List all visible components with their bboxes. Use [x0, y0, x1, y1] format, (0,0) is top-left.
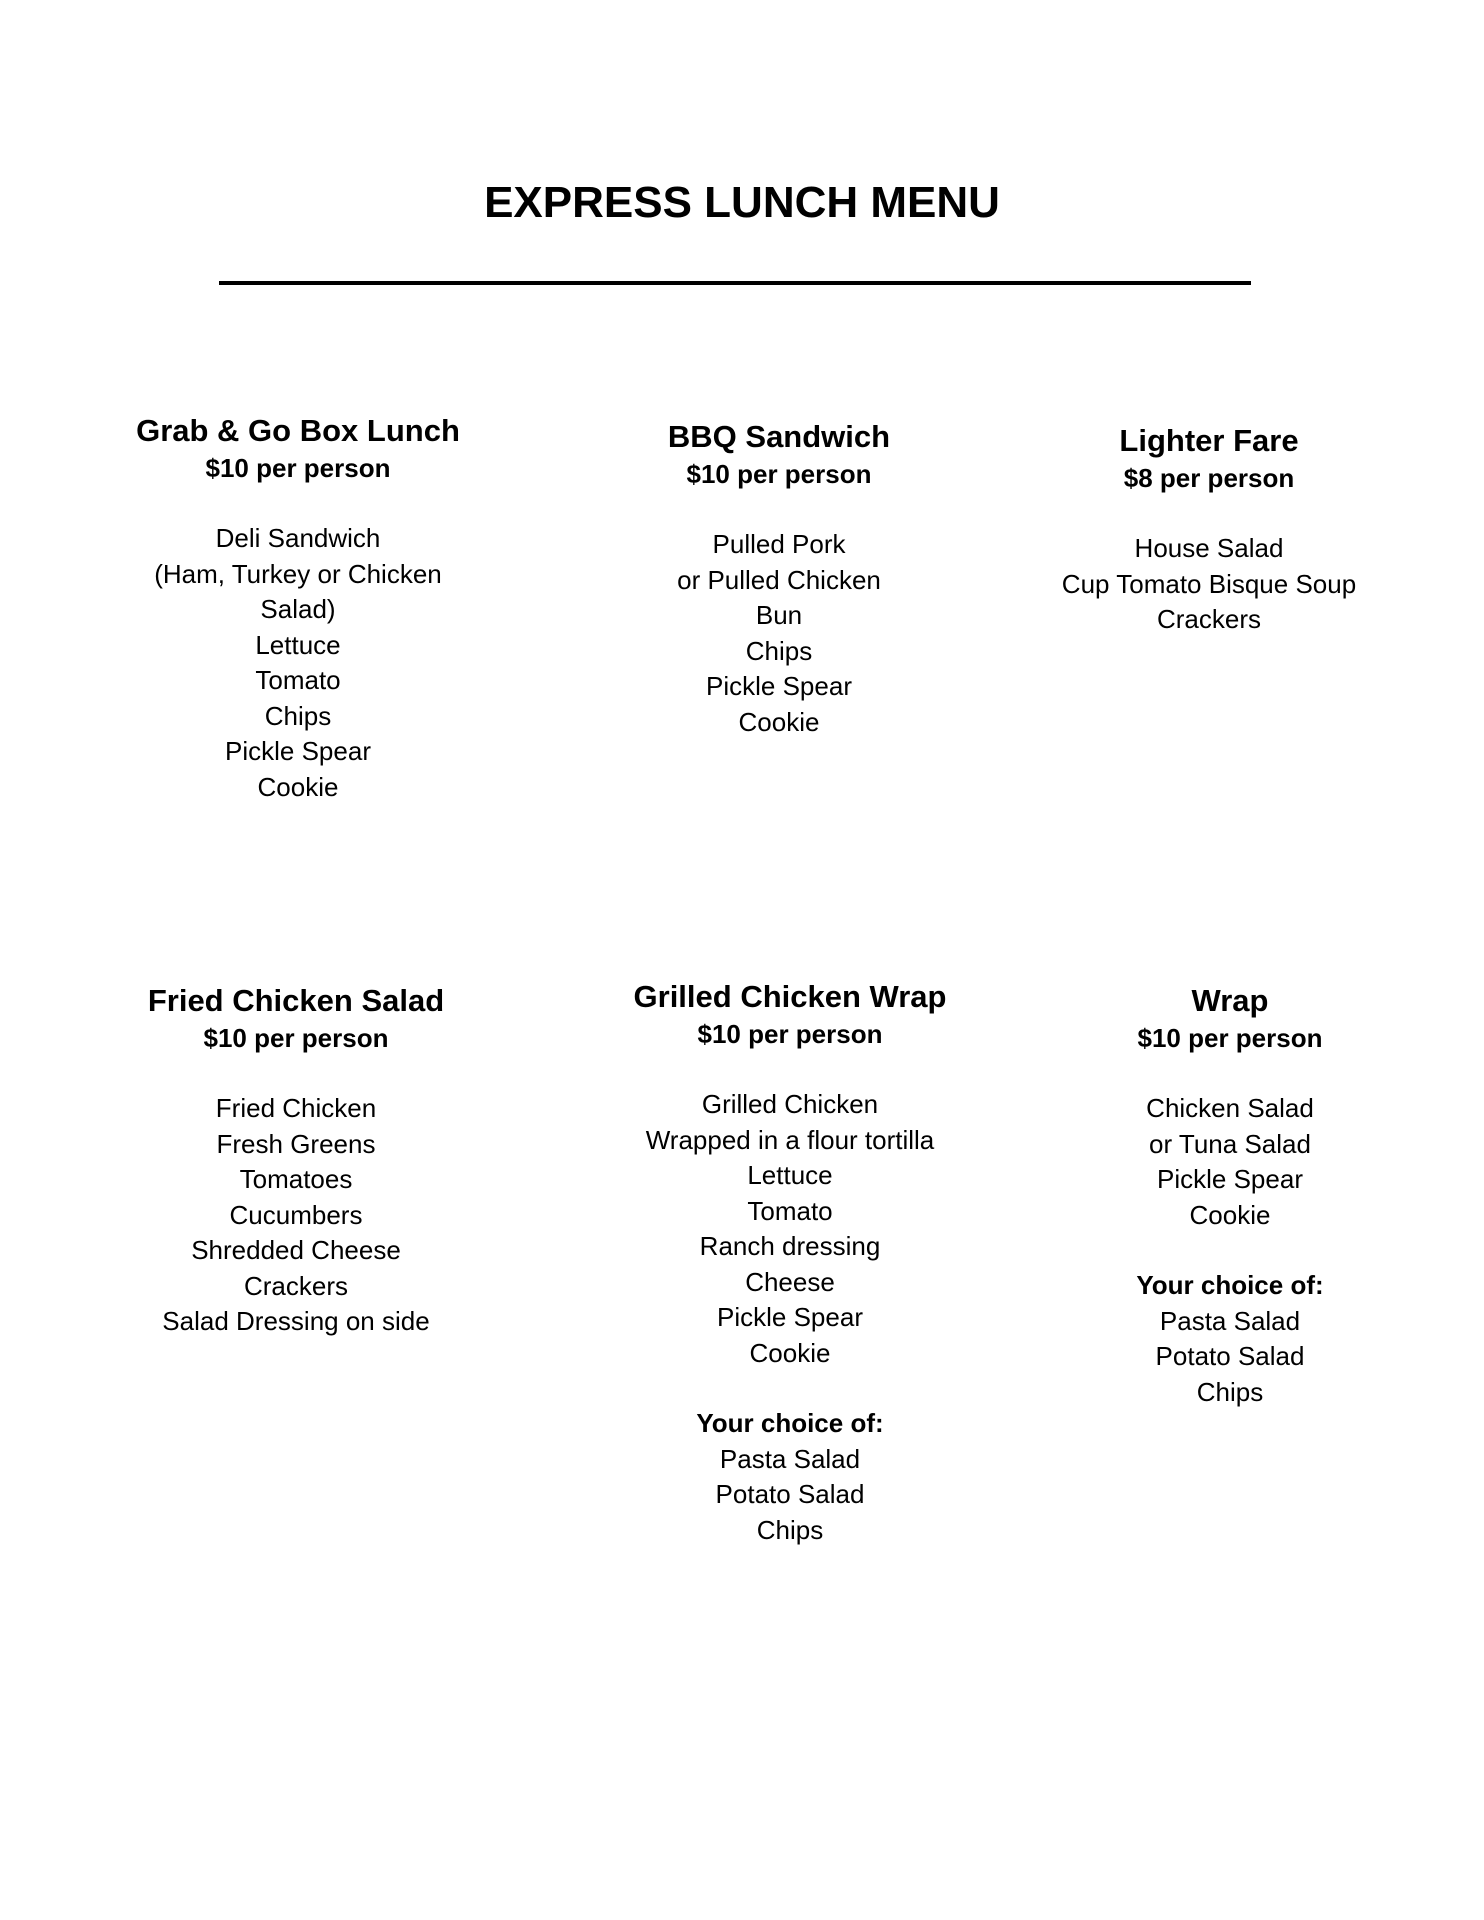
list-item: Cookie	[749, 1337, 831, 1368]
list-item: Tomatoes	[239, 1164, 353, 1194]
list-item: Cookie	[738, 706, 820, 737]
list-item: Chips	[745, 635, 813, 666]
list-item: Chips	[1196, 1376, 1264, 1407]
menu-card-grab-and-go	[88, 412, 508, 805]
card-item-list	[143, 521, 453, 805]
choice-heading: Your choice of:	[1136, 1270, 1324, 1300]
choice-list	[1020, 1304, 1440, 1411]
choice-list	[580, 1442, 1000, 1549]
list-item: Grilled Chicken	[701, 1089, 879, 1119]
card-name: Grab & Go Box Lunch	[136, 413, 460, 448]
list-item: Pickle Spear	[706, 671, 852, 701]
card-price: $10 per person	[697, 1019, 883, 1049]
list-item: Chicken Salad	[1146, 1093, 1314, 1123]
card-name: BBQ Sandwich	[667, 419, 891, 454]
menu-card-bbq-sandwich	[569, 418, 989, 740]
menu-card-fried-chicken-salad	[86, 982, 506, 1340]
list-item: Shredded Cheese	[191, 1235, 401, 1265]
list-item: Pasta Salad	[1159, 1305, 1301, 1336]
list-item: Pulled Pork	[712, 529, 846, 559]
list-item: Cookie	[1189, 1199, 1271, 1230]
card-price: $10 per person	[203, 1023, 389, 1053]
card-name: Grilled Chicken Wrap	[633, 979, 947, 1014]
menu-card-lighter-fare	[999, 422, 1419, 638]
list-item: Cup Tomato Bisque Soup	[1061, 568, 1357, 599]
card-price: $10 per person	[1137, 1023, 1323, 1053]
card-price: $8 per person	[1123, 463, 1295, 493]
list-item: or Tuna Salad	[1149, 1128, 1311, 1159]
list-item: Cookie	[257, 771, 339, 802]
list-item: Cucumbers	[229, 1199, 363, 1230]
list-item: Tomato	[747, 1195, 833, 1226]
list-item: Pasta Salad	[719, 1443, 861, 1474]
list-item: Pickle Spear	[225, 736, 371, 766]
list-item: Chips	[264, 700, 332, 731]
card-item-list	[1020, 1091, 1440, 1233]
card-item-list	[569, 527, 989, 740]
card-item-list	[86, 1091, 506, 1340]
list-item: Lettuce	[747, 1160, 833, 1190]
card-name: Lighter Fare	[1119, 423, 1299, 458]
list-item: Bun	[755, 600, 803, 630]
list-item: Pickle Spear	[1157, 1164, 1303, 1194]
list-item: Potato Salad	[715, 1479, 865, 1509]
menu-card-wrap	[1020, 982, 1440, 1410]
choice-heading: Your choice of:	[696, 1408, 884, 1438]
list-item: Tomato	[255, 665, 341, 695]
list-item: Fresh Greens	[216, 1128, 376, 1159]
list-item: Crackers	[1156, 604, 1261, 634]
list-item: House Salad	[1134, 533, 1284, 563]
page-title: EXPRESS LUNCH MENU	[484, 178, 1000, 227]
list-item: Lettuce	[255, 629, 341, 660]
list-item: Pickle Spear	[717, 1302, 863, 1332]
list-item: Deli Sandwich	[215, 523, 381, 553]
list-item: Crackers	[243, 1270, 348, 1301]
card-price: $10 per person	[686, 459, 872, 489]
card-item-list	[999, 531, 1419, 638]
menu-card-grilled-chicken-wrap	[580, 978, 1000, 1548]
list-item: Wrapped in a flour tortilla	[645, 1124, 935, 1155]
list-item: (Ham, Turkey or Chicken Salad)	[154, 558, 442, 624]
card-item-list	[580, 1087, 1000, 1371]
list-item: Ranch dressing	[699, 1231, 881, 1261]
card-name: Fried Chicken Salad	[147, 983, 445, 1018]
card-price: $10 per person	[205, 453, 391, 483]
card-name: Wrap	[1191, 983, 1269, 1018]
list-item: Fried Chicken	[215, 1093, 377, 1123]
title-divider	[219, 281, 1251, 285]
list-item: Potato Salad	[1155, 1341, 1305, 1371]
list-item: Chips	[756, 1514, 824, 1545]
list-item: or Pulled Chicken	[677, 564, 881, 595]
list-item: Salad Dressing on side	[162, 1306, 430, 1336]
list-item: Cheese	[745, 1266, 835, 1297]
